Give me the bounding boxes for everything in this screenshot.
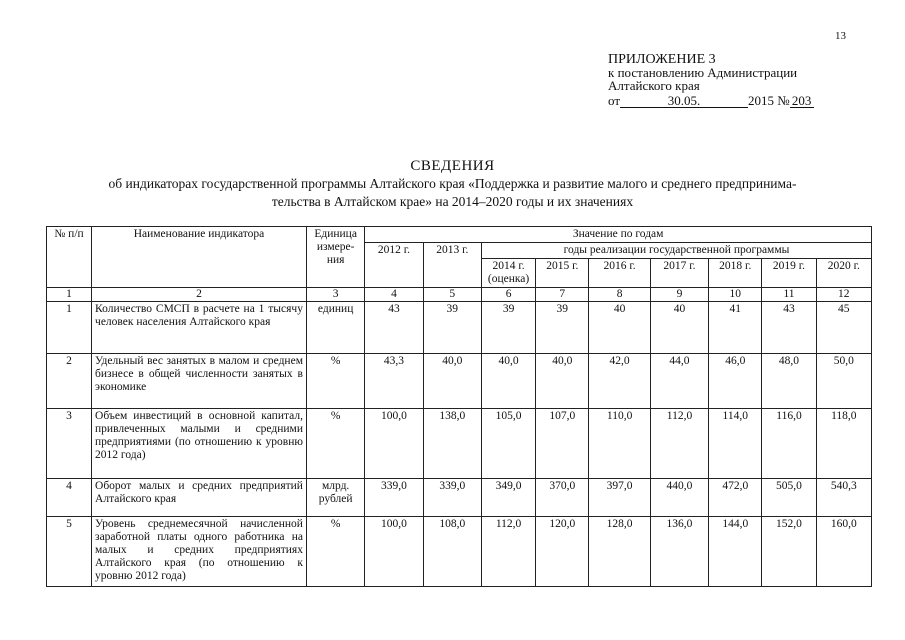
value-cell: 107,0 xyxy=(536,409,589,479)
value-cell: 40,0 xyxy=(481,354,535,409)
value-cell: 50,0 xyxy=(816,354,871,409)
row-num: 5 xyxy=(47,517,92,587)
value-cell: 48,0 xyxy=(762,354,816,409)
value-cell: 349,0 xyxy=(481,479,535,517)
value-cell: 397,0 xyxy=(589,479,650,517)
value-cell: 144,0 xyxy=(709,517,762,587)
header-2014: 2014 г. (оценка) xyxy=(481,259,535,288)
value-cell: 43 xyxy=(365,302,423,354)
value-cell: 116,0 xyxy=(762,409,816,479)
table-row xyxy=(47,354,872,409)
value-cell: 339,0 xyxy=(423,479,481,517)
header-2016: 2016 г. xyxy=(589,259,650,288)
value-cell: 120,0 xyxy=(536,517,589,587)
table-row xyxy=(47,409,872,479)
value-cell: 40 xyxy=(589,302,650,354)
value-cell: 472,0 xyxy=(709,479,762,517)
column-number: 7 xyxy=(536,288,589,302)
header-unit: Единица измере-ния xyxy=(306,227,364,288)
header-2013: 2013 г. xyxy=(423,243,481,288)
value-cell: 138,0 xyxy=(423,409,481,479)
column-number: 9 xyxy=(650,288,708,302)
order-number: 203 xyxy=(790,94,814,108)
column-number-row xyxy=(47,288,872,302)
table-row xyxy=(47,302,872,354)
value-cell: 108,0 xyxy=(423,517,481,587)
value-cell: 40,0 xyxy=(423,354,481,409)
value-cell: 160,0 xyxy=(816,517,871,587)
value-cell: 110,0 xyxy=(589,409,650,479)
header-num: № п/п xyxy=(47,227,92,288)
indicator-unit: % xyxy=(306,409,364,479)
indicators-table xyxy=(46,226,872,587)
value-cell: 440,0 xyxy=(650,479,708,517)
value-cell: 370,0 xyxy=(536,479,589,517)
value-cell: 128,0 xyxy=(589,517,650,587)
column-number: 5 xyxy=(423,288,481,302)
indicator-name: Уровень среднемесячной начисленной заработной платы одного работника на малых и средних предприятиях Алтайского края (по отношению к уровню 2012 года) xyxy=(92,517,307,587)
value-cell: 118,0 xyxy=(816,409,871,479)
value-cell: 112,0 xyxy=(650,409,708,479)
indicator-unit: млрд. рублей xyxy=(306,479,364,517)
column-number: 3 xyxy=(306,288,364,302)
value-cell: 40 xyxy=(650,302,708,354)
indicator-unit: % xyxy=(306,354,364,409)
value-cell: 136,0 xyxy=(650,517,708,587)
row-num: 2 xyxy=(47,354,92,409)
order-year: 2015 xyxy=(748,93,775,108)
appendix-block xyxy=(608,53,814,108)
column-number: 11 xyxy=(762,288,816,302)
header-2017: 2017 г. xyxy=(650,259,708,288)
value-cell: 339,0 xyxy=(365,479,423,517)
row-num: 1 xyxy=(47,302,92,354)
header-name: Наименование индикатора xyxy=(92,227,307,288)
row-num: 4 xyxy=(47,479,92,517)
heading-title: СВЕДЕНИЯ xyxy=(410,158,495,174)
indicator-unit: % xyxy=(306,517,364,587)
column-number: 1 xyxy=(47,288,92,302)
value-cell: 39 xyxy=(536,302,589,354)
value-cell: 44,0 xyxy=(650,354,708,409)
page-number: 13 xyxy=(835,30,846,42)
heading-line-2: тельства в Алтайском крае» на 2014–2020 годы и их значениях xyxy=(271,194,634,209)
order-line xyxy=(608,94,814,108)
value-cell: 46,0 xyxy=(709,354,762,409)
value-cell: 100,0 xyxy=(365,517,423,587)
header-2019: 2019 г. xyxy=(762,259,816,288)
value-cell: 39 xyxy=(481,302,535,354)
value-cell: 43,3 xyxy=(365,354,423,409)
appendix-line-1: к постановлению Администрации xyxy=(608,65,798,80)
column-number: 8 xyxy=(589,288,650,302)
value-cell: 42,0 xyxy=(589,354,650,409)
appendix-line-2: Алтайского края xyxy=(608,78,700,93)
value-cell: 100,0 xyxy=(365,409,423,479)
indicator-name: Объем инвестиций в основной капитал, привлеченных малыми и средними предприятиями (по отношению к уровню 2012 года) xyxy=(92,409,307,479)
table-row xyxy=(47,479,872,517)
indicator-name: Оборот малых и средних предприятий Алтайского края xyxy=(92,479,307,517)
value-cell: 40,0 xyxy=(536,354,589,409)
column-number: 2 xyxy=(92,288,307,302)
header-2015: 2015 г. xyxy=(536,259,589,288)
appendix-title: ПРИЛОЖЕНИЕ 3 xyxy=(608,52,716,67)
indicator-name: Удельный вес занятых в малом и среднем бизнесе в общей численности занятых в экономике xyxy=(92,354,307,409)
value-cell: 152,0 xyxy=(762,517,816,587)
value-cell: 105,0 xyxy=(481,409,535,479)
header-2018: 2018 г. xyxy=(709,259,762,288)
value-cell: 43 xyxy=(762,302,816,354)
header-2020: 2020 г. xyxy=(816,259,871,288)
value-cell: 505,0 xyxy=(762,479,816,517)
column-number: 12 xyxy=(816,288,871,302)
value-cell: 114,0 xyxy=(709,409,762,479)
column-number: 10 xyxy=(709,288,762,302)
header-program-years: годы реализации государственной программы xyxy=(481,243,871,259)
header-2012: 2012 г. xyxy=(365,243,423,288)
header-values-by-year: Значение по годам xyxy=(365,227,872,243)
indicator-name: Количество СМСП в расчете на 1 тысячу человек населения Алтайского края xyxy=(92,302,307,354)
value-cell: 45 xyxy=(816,302,871,354)
value-cell: 41 xyxy=(709,302,762,354)
order-date: 30.05. xyxy=(620,94,748,108)
column-number: 6 xyxy=(481,288,535,302)
column-number: 4 xyxy=(365,288,423,302)
indicator-unit: единиц xyxy=(306,302,364,354)
number-sign: № xyxy=(777,93,790,108)
value-cell: 540,3 xyxy=(816,479,871,517)
table-row xyxy=(47,517,872,587)
row-num: 3 xyxy=(47,409,92,479)
value-cell: 39 xyxy=(423,302,481,354)
value-cell: 112,0 xyxy=(481,517,535,587)
heading-line-1: об индикаторах государственной программы Алтайского края «Поддержка и развитие малого и среднего предпринима- xyxy=(108,176,797,191)
from-label: от xyxy=(608,93,621,108)
